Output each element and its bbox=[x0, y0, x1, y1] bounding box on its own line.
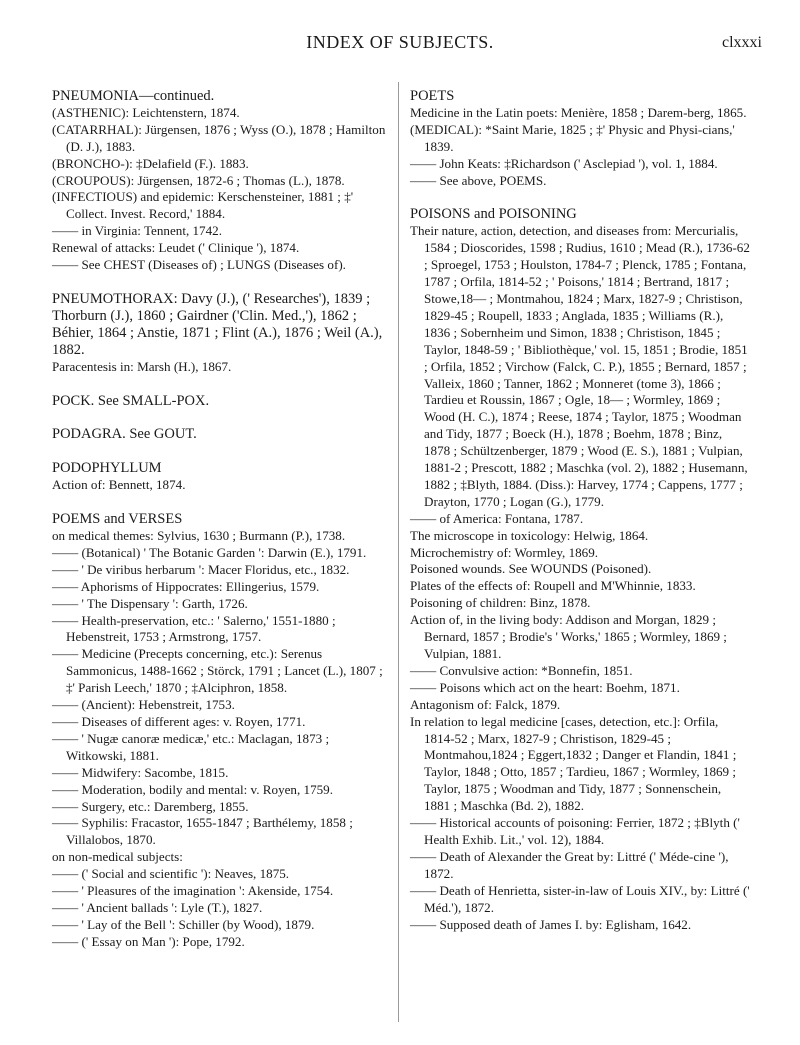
entry-line: (CATARRHAL): Jürgensen, 1876 ; Wyss (O.), 1878 ; Hamilton (D. J.), 1883. bbox=[52, 121, 386, 154]
entry-line: (BRONCHO-): ‡Delafield (F.). 1883. bbox=[52, 155, 249, 171]
entry-line: Action of: Bennett, 1874. bbox=[52, 477, 186, 493]
entry-line: Paracentesis in: Marsh (H.), 1867. bbox=[52, 358, 232, 374]
entry-line: —— (' Essay on Man '): Pope, 1792. bbox=[52, 933, 245, 949]
entry-line: —— Diseases of different ages: v. Royen, 1771. bbox=[52, 714, 306, 729]
entry-line: —— of America: Fontana, 1787. bbox=[410, 510, 584, 526]
entry-line: —— ' Pleasures of the imagination ': Akenside, 1754. bbox=[52, 883, 334, 899]
entry-line: (ASTHENIC): Leichtenstern, 1874. bbox=[52, 104, 240, 120]
entry-line: Their nature, action, detection, and diseases from: Mercurialis, 1584 ; Dioscorides, 1598 ; Rudius, 1610 ; Mead (R.), 1736-62 ; Sproegel, 1753 ; Houlston, 1784-7 ; Plenck, 1785 ; Fontana, 1787 ; Orfila, 1814-52 ; ' Poisons,' 1814 ; Bertrand, 1817 ; Stowe,18— ; Montmahou, 1824 ; Marx, 1827-9 ; Christison, 1829-45 ; Roupell, 1833 ; Anglada, 1835 ; Williams (R.), 1836 ; Sobernheim und Simon, 1838 ; Christison, 1845 ; Taylor, 1848-59 ; ' Bibliothèque,' vol. 15, 1851 ; Brodie, 1851 ; Orfila, 1852 ; Virchow (Falck, C. P.), 1855 ; Bernard, 1857 ; Valleix, 1860 ; Tanner, 1862 ; Monneret (tome 3), 1866 ; Tardieu et Roussin, 1867 ; Ogle, 18— ; Wormley, 1869 ; Wood (H. C.), 1874 ; Reese, 1874 ; Taylor, 1875 ; Woodman and Tidy, 1877 ; Boeck (H.), 1878 ; Boehm, 1878 ; Binz, 1878 ; Schültzenberger, 1879 ; Wood (E. S.), 1881 ; Vulpian, 1881-2 ; Prescott, 1882 ; Maschka (vol. 2), 1882 ; Husemann, 1882 ; ‡Blyth, 1884. (Diss.): Harvey, 1774 ; Cappens, 1777 ; Drayton, 1770 ; Logan (G.), 1779. bbox=[410, 223, 750, 509]
entry-line: Renewal of attacks: Leudet (' Clinique '), 1874. bbox=[52, 240, 300, 256]
entry-line: —— Death of Henrietta, sister-in-law of Louis XIV., by: Littré (' Méd.'), 1872. bbox=[410, 882, 750, 915]
page-number: clxxxi bbox=[722, 34, 762, 51]
entry-line: on medical themes: Sylvius, 1630 ; Burmann (P.), 1738. bbox=[52, 528, 346, 544]
entry-line: Antagonism of: Falck, 1879. bbox=[410, 696, 561, 712]
entry-line: —— in Virginia: Tennent, 1742. bbox=[52, 223, 222, 239]
entry-line: —— ' De viribus herbarum ': Macer Floridus, etc., 1832. bbox=[52, 561, 350, 577]
entry-line: —— Syphilis: Fracastor, 1655-1847 ; Barthélemy, 1858 ; Villalobos, 1870. bbox=[52, 815, 353, 848]
entry-heading: POCK. See SMALL-POX. bbox=[52, 392, 210, 409]
entry-line: —— ' Lay of the Bell ': Schiller (by Wood), 1879. bbox=[52, 916, 315, 932]
entry-line: —— Supposed death of James I. by: Eglisham, 1642. bbox=[410, 916, 692, 932]
entry-line: —— Health-preservation, etc.: ' Salerno,' 1551-1880 ; Hebenstreit, 1753 ; Armstrong, 1757. bbox=[52, 612, 336, 645]
entry-line: —— Moderation, bodily and mental: v. Royen, 1759. bbox=[52, 781, 333, 797]
page-header bbox=[0, 32, 800, 72]
entry-line: Poisoned wounds. See WOUNDS (Poisoned). bbox=[410, 561, 652, 577]
entry-line: on non-medical subjects: bbox=[52, 849, 183, 865]
entry-line: —— Death of Alexander the Great by: Littré (' Méde-cine '), 1872. bbox=[410, 848, 729, 881]
entry-line: (MEDICAL): *Saint Marie, 1825 ; ‡' Physic and Physi-cians,' 1839. bbox=[410, 121, 735, 154]
entry-line: Poisoning of children: Binz, 1878. bbox=[410, 595, 591, 611]
entry-line: —— Historical accounts of poisoning: Ferrier, 1872 ; ‡Blyth (' Health Exhib. Lit.,' vol. 12), 1884. bbox=[410, 815, 740, 847]
entry-line: —— Surgery, etc.: Daremberg, 1855. bbox=[52, 798, 249, 814]
entry-poisons bbox=[410, 206, 750, 933]
entry-line: Plates of the effects of: Roupell and M'Whinnie, 1833. bbox=[410, 578, 696, 594]
entry-line: The microscope in toxicology: Helwig, 1864. bbox=[410, 527, 649, 543]
entry-line: —— John Keats: ‡Richardson (' Asclepiad '), vol. 1, 1884. bbox=[410, 155, 718, 171]
entry-heading: POISONS and POISONING bbox=[410, 206, 577, 223]
entry-pneumothorax bbox=[52, 291, 392, 376]
entry-line: —— Convulsive action: *Bonnefin, 1851. bbox=[410, 662, 633, 678]
entry-poets bbox=[410, 88, 750, 189]
entry-podophyllum bbox=[52, 460, 392, 494]
left-column bbox=[52, 88, 392, 951]
entry-line: —— See CHEST (Diseases of) ; LUNGS (Diseases of). bbox=[52, 257, 346, 273]
entry-pock bbox=[52, 393, 392, 410]
entry-line: —— ' Ancient ballads ': Lyle (T.), 1827. bbox=[52, 899, 263, 915]
entry-line: —— (Botanical) ' The Botanic Garden ': Darwin (E.), 1791. bbox=[52, 544, 367, 560]
entry-line: (INFECTIOUS) and epidemic: Kerschensteiner, 1881 ; ‡' Collect. Invest. Record,' 1884. bbox=[52, 189, 354, 222]
entry-poems bbox=[52, 511, 392, 951]
entry-heading: POETS bbox=[410, 88, 455, 104]
entry-heading: PODOPHYLLUM bbox=[52, 460, 162, 477]
entry-heading: PODAGRA. See GOUT. bbox=[52, 426, 197, 443]
entry-podagra bbox=[52, 426, 392, 443]
entry-heading: PNEUMOTHORAX: Davy (J.), (' Researches'), 1839 ; Thorburn (J.), 1860 ; Gairdner ('Clin. Med.,'), 1862 ; Béhier, 1864 ; Anstie, 1871 ; Flint (A.), 1876 ; Weil (A.), 1882. bbox=[52, 290, 383, 358]
column-divider bbox=[398, 82, 399, 1022]
entry-line: —— (Ancient): Hebenstreit, 1753. bbox=[52, 697, 235, 713]
right-column bbox=[410, 88, 750, 933]
entry-heading: POEMS and VERSES bbox=[52, 511, 183, 528]
entry-pneumonia bbox=[52, 88, 392, 274]
entry-heading: PNEUMONIA—continued. bbox=[52, 88, 215, 104]
entry-line: Medicine in the Latin poets: Menière, 1858 ; Darem-berg, 1865. bbox=[410, 104, 747, 120]
entry-line: Microchemistry of: Wormley, 1869. bbox=[410, 544, 599, 560]
entry-line: (CROUPOUS): Jürgensen, 1872-6 ; Thomas (L.), 1878. bbox=[52, 172, 345, 188]
entry-line: —— See above, POEMS. bbox=[410, 172, 547, 188]
entry-line: In relation to legal medicine [cases, detection, etc.]: Orfila, 1814-52 ; Marx, 1827-9 ; Christison, 1829-45 ; Montmahou,1824 ; Eggert,1832 ; Danger et Flandin, 1841 ; Taylor, 1848 ; Otto, 1857 ; Tardieu, 1867 ; Wormley, 1869 ; Taylor, 1875 ; Woodman and Tidy, 1877 ; Sonnenschein, 1881 ; Maschka (Bd. 2), 1882. bbox=[410, 713, 737, 814]
entry-line: —— Midwifery: Sacombe, 1815. bbox=[52, 764, 229, 780]
entry-line: —— Medicine (Precepts concerning, etc.): Serenus Sammonicus, 1488-1662 ; Störck, 1791 ; Lancet (L.), 1807 ; ‡' Parish Leech,' 1870 ; ‡Alciphron, 1858. bbox=[52, 646, 383, 696]
entry-line: —— Poisons which act on the heart: Boehm, 1871. bbox=[410, 679, 680, 695]
entry-line: —— (' Social and scientific '): Neaves, 1875. bbox=[52, 866, 290, 882]
entry-line: —— ' The Dispensary ': Garth, 1726. bbox=[52, 595, 248, 611]
entry-line: —— Aphorisms of Hippocrates: Ellingerius, 1579. bbox=[52, 578, 320, 594]
entry-line: Action of, in the living body: Addison and Morgan, 1829 ; Bernard, 1857 ; Brodie's ' Works,' 1865 ; Wormley, 1869 ; Vulpian, 1881. bbox=[410, 612, 727, 661]
running-head: INDEX OF SUBJECTS. bbox=[306, 32, 494, 52]
entry-line: —— ' Nugæ canoræ medicæ,' etc.: Maclagan, 1873 ; Witkowski, 1881. bbox=[52, 730, 330, 763]
